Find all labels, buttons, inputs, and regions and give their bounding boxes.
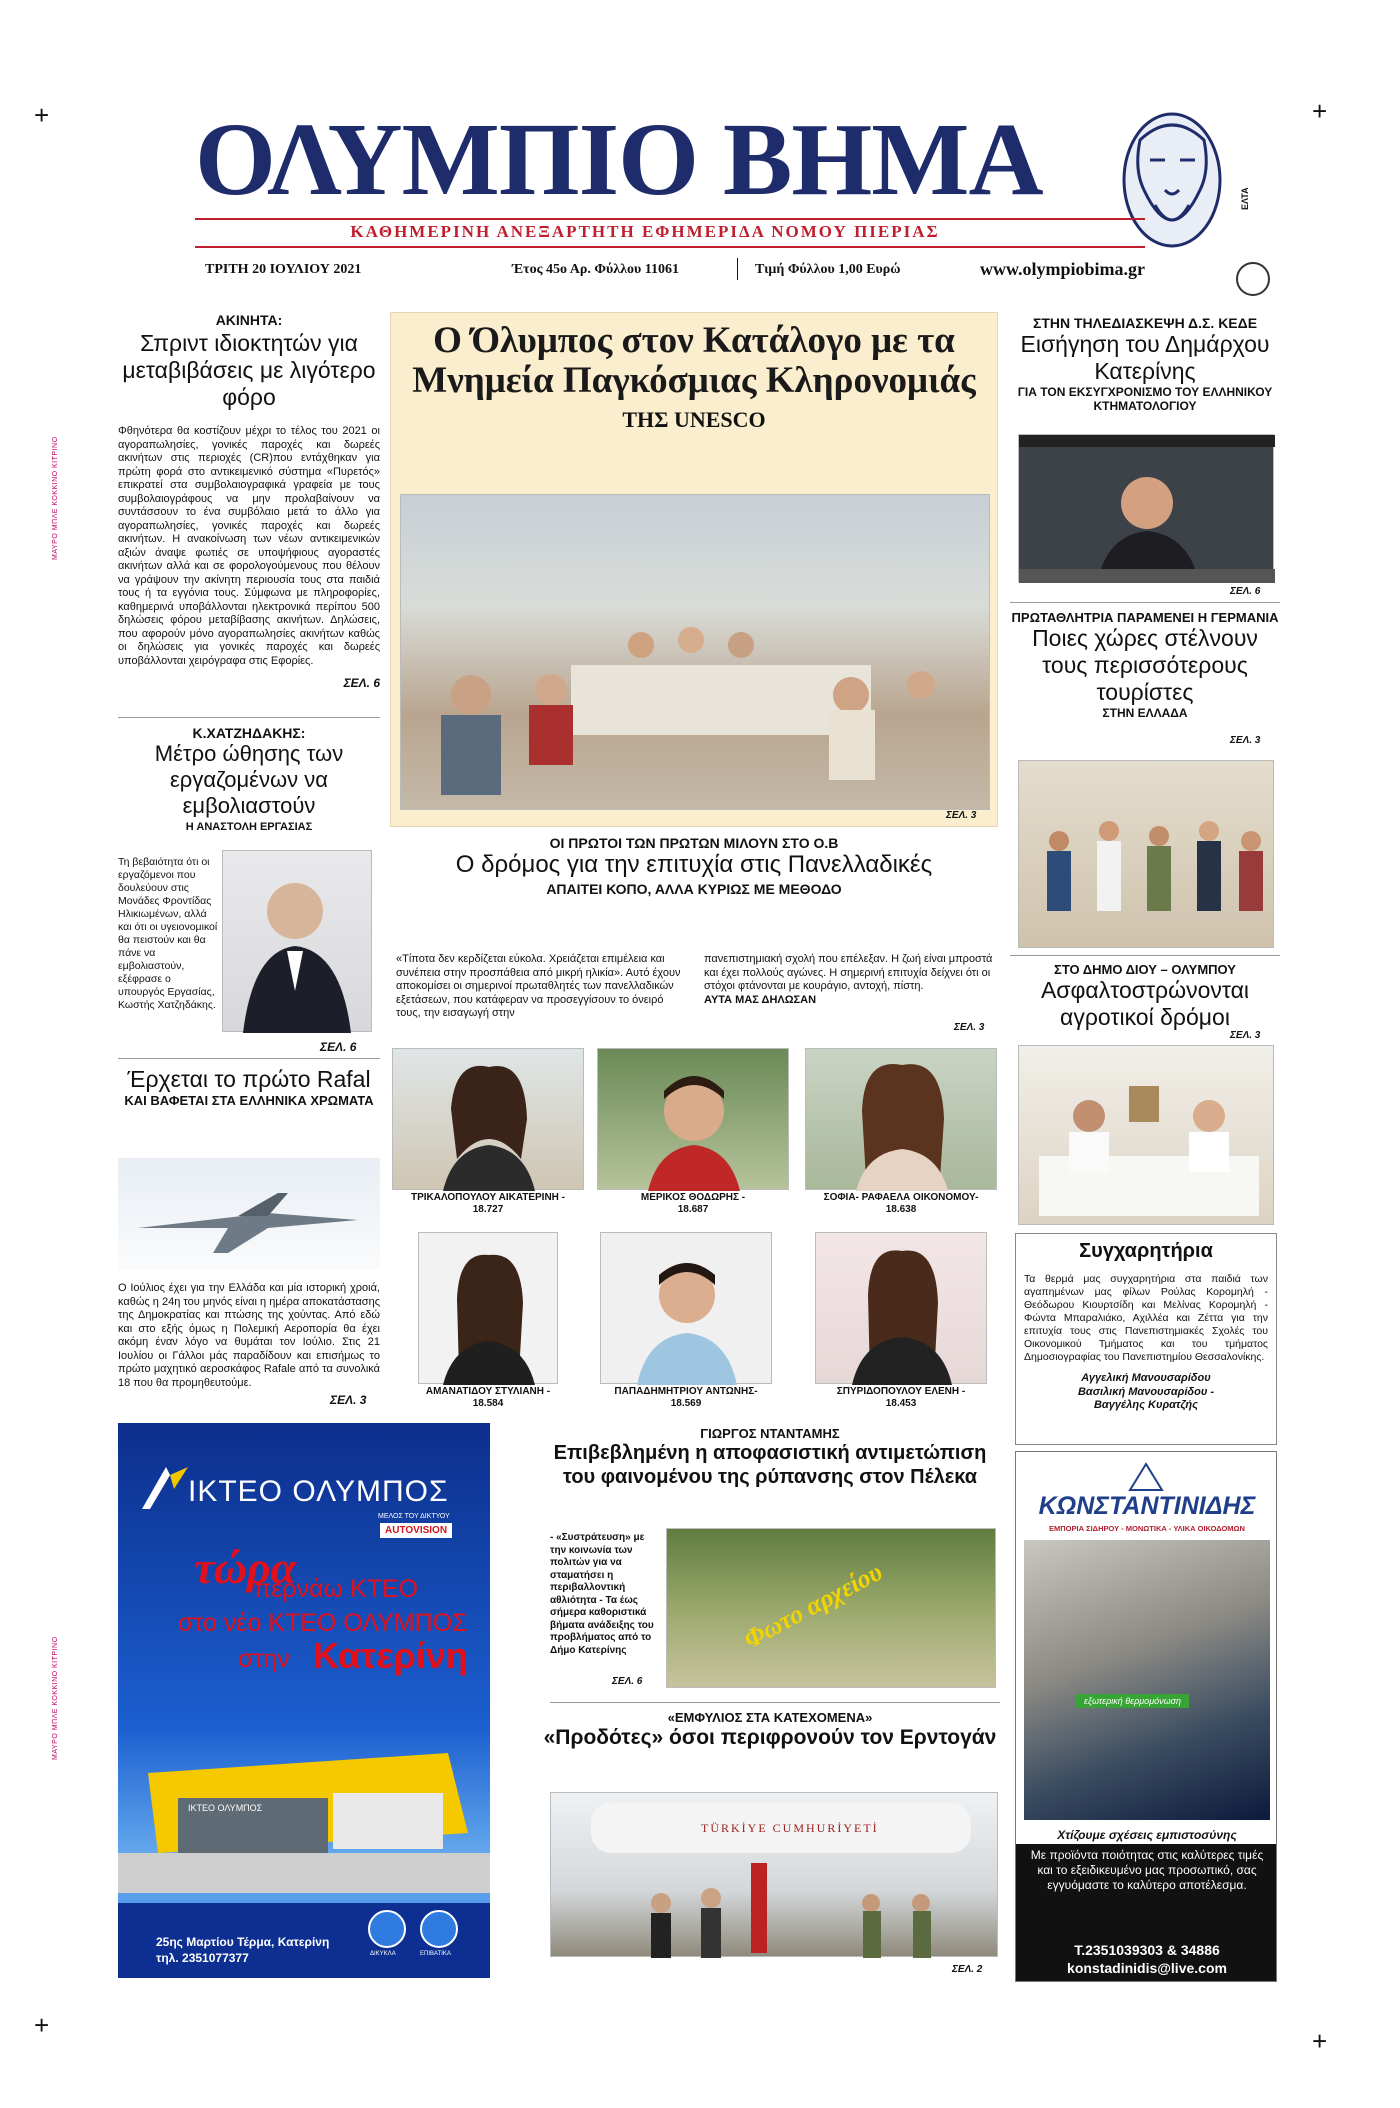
roads-signing-photo [1018, 1045, 1274, 1225]
pelekas-body: - «Συστράτευση» με την κοινωνία των πολιτών για να σταματήσει η περιβαλλοντική αθλιότητα - Τα έως σήμερα καθοριστικά βήματα ανάδειξης του προβλήματος από το Δήμο Κατερίνης [550, 1532, 654, 1656]
student-card [418, 1232, 558, 1410]
hatzidakis-body: Τη βεβαιότητα ότι οι εργαζόμενοι που δουλεύουν στις Μονάδες Φροντίδας Ηλικιωμένων, αλλά και ότι οι υγειονομικοί θα πειστούν και θα πάνε να εμβολιαστούν, εξέφρασε ο υπουργός Εργασίας, Κωστής Χατζηδάκης. [118, 856, 218, 1011]
konstantinidis-ad[interactable] [1015, 1451, 1277, 1982]
crop-mark: + [34, 2010, 50, 2040]
konst-sub: ΕΜΠΟΡΙΑ ΣΙΔΗΡΟΥ - ΜΟΝΩΤΙΚΑ - ΥΛΙΚΑ ΟΙΚΟΔΟΜΩΝ [1049, 1524, 1245, 1533]
congrats-sig2: Βασιλική Μανουσαρίδου - [1077, 1385, 1215, 1398]
car-icon [420, 1910, 458, 1948]
student-score: 18.638 [885, 1204, 917, 1215]
konst-email[interactable]: konstadinidis@live.com [1067, 1960, 1227, 1976]
kicker: ΣΤΟ ΔΗΜΟ ΔΙΟΥ – ΟΛΥΜΠΟΥ [1054, 962, 1236, 977]
erdogan-story [540, 1710, 1000, 1750]
masthead-tagline: ΚΑΘΗΜΕΡΙΝΗ ΑΝΕΞΑΡΤΗΤΗ ΕΦΗΜΕΡΙΔΑ ΝΟΜΟΥ ΠΙΕΡΙΑΣ [350, 222, 940, 241]
right-article-roads [1010, 962, 1280, 1031]
student-score: 18.569 [670, 1398, 702, 1409]
motorcycle-icon [368, 1910, 406, 1948]
exams-col2: πανεπιστημιακή σχολή που επέλεξαν. Η ζωή είναι μπροστά και έχει πολλούς αγώνες. Η σημερινή επιτυχία δείχνει ότι οι στόχοι φτάνονται με κουράγιο, αντοχή, πίστη. [704, 953, 993, 992]
kicker: ΑΚΙΝΗΤΑ: [215, 312, 283, 328]
page-ref: ΣΕΛ. 3 [330, 1393, 367, 1407]
hatzidakis-photo [222, 850, 372, 1032]
kteo-icon2-label: ΕΠΙΒΑΤΙΚΑ [420, 1951, 451, 1957]
kicker: ΓΙΩΡΓΟΣ ΝΤΑΝΤΑΜΗΣ [700, 1426, 840, 1441]
color-strip-top: ΜΑΥΡΟ ΜΠΛΕ ΚΟΚΚΙΝΟ ΚΙΤΡΙΝΟ [52, 436, 59, 560]
erdogan-photo [550, 1792, 998, 1957]
headline[interactable]: Ποιες χώρες στέλνουν τους περισσότερους τουρίστες [1032, 625, 1258, 705]
rafale-body: Ο Ιούλιος έχει για την Ελλάδα και μία ιστορική χροιά, καθώς η 24η του μηνός είναι η ημέρα αποκατάστασης της Δημοκρατίας και πτώσης της χούντας. Από εδώ και στο εξής όμως η Πολεμική Αεροπορία θα έχει ακόμη έναν λόγο να θυμάται τον Ιούλιο. Στις 21 Ιουλίου οι Γάλλοι μάς παραδίδουν και επισήμως το πρώτο μαχητικό αεροσκάφος Rafale από τα συνολικά 18 που θα προμηθευτούμε. [118, 1282, 380, 1389]
crop-mark: + [1312, 96, 1328, 126]
headline[interactable]: Ο δρόμος για την επιτυχία στις Πανελλαδικές [455, 851, 933, 878]
page-ref: ΣΕΛ. 6 [320, 1040, 357, 1054]
headline[interactable]: Έρχεται το πρώτο Rafal [127, 1066, 371, 1092]
kteo-line1: περνάω ΚΤΕΟ [254, 1575, 419, 1603]
subhead: ΣΤΗΝ ΕΛΛΑΔΑ [1102, 706, 1188, 720]
student-card [597, 1048, 789, 1216]
body-text: Φθηνότερα θα κοστίζουν μέχρι το τέλος του 2021 οι αγοραπωλησίες, γονικές παροχές και δωρεές ακινήτων στις περιοχές (CR)που εντάχθηκαν για πρώτη φορά στο αντικειμενικό σύστημα «Πυρετός» επικρατεί στα συμβολαιογραφικά γραφεία με τους συμβολαιογράφους να μην προλαβαίνουν να συντάσσουν το ένα συμβόλαιο μετά το άλλο για αγοραπωλησίες, γονικές παροχές και δωρεές ακινήτων. Η ανακοίνωση των νέων αντικειμενικών αξιών άναψε φωτιές σε υποψήφιους αγοραστές ακινήτων αλλά και σε φορολογούμενους που θέλουν να γράψουν την ακίνητη περιουσία τους στα παιδιά τους ή τα εγγόνια τους. Σύμφωνα με πληροφορίες, καθημερινά υποβάλλονται ηλεκτρονικά περίπου 500 δηλώσεις φόρου μεταβίβασης ακινήτων. Δηλώσεις, που αφορούν μόνο αγοραπωλησίες ακινήτων καθώς οι δηλώσεις για γονικές παροχές και δωρεές υποβάλλονται χειρόγραφα στις Εφορίες. [118, 425, 380, 667]
page-ref: ΣΕΛ. 6 [1230, 586, 1261, 597]
congrats-box [1015, 1233, 1277, 1445]
rafale-photo [118, 1158, 380, 1270]
lead-subhead: ΤΗΣ UNESCO [622, 407, 766, 432]
subhead: Η ΑΝΑΣΤΟΛΗ ΕΡΓΑΣΙΑΣ [185, 821, 313, 833]
congrats-body: Τα θερμά μας συγχαρητήρια στα παιδιά των αγαπημένων μας φίλων Ρούλας Κορομηλή - Θεόδωρου Κιουρτσίδη και Μελίνας Κορομηλή - Φώντα Μπαραλιάκο, Αχιλλέα και Ζέττα για την επιτυχία τους στις Πανεπιστημιακές Σχολές του Οικονομικού Τμήματος και του τμήματος Δημοσιογραφίας του Πανεπιστημίου Θεσσαλονίκης. [1024, 1273, 1268, 1363]
kicker: «ΕΜΦΥΛΙΟΣ ΣΤΑ ΚΑΤΕΧΟΜΕΝΑ» [667, 1710, 873, 1725]
color-strip-bottom: ΜΑΥΡΟ ΜΠΛΕ ΚΟΚΚΙΝΟ ΚΙΤΡΙΝΟ [52, 1636, 59, 1760]
page-ref: ΣΕΛ. 3 [946, 810, 977, 821]
exams-col2-end: ΑΥΤΑ ΜΑΣ ΔΗΛΩΣΑΝ [704, 993, 817, 1006]
congrats-sig1: Αγγελική Μανουσαρίδου [1081, 1372, 1211, 1384]
divider [1010, 955, 1280, 956]
headline[interactable]: Εισήγηση του Δημάρχου Κατερίνης [1020, 331, 1270, 384]
page-ref: ΣΕΛ. 3 [1230, 735, 1261, 746]
divider [1010, 602, 1280, 603]
date-sep [737, 258, 738, 280]
student-photo [600, 1232, 772, 1384]
student-score: 18.727 [472, 1204, 504, 1215]
left-article-rafale [118, 1066, 380, 1108]
tagline-rule-bottom [195, 246, 1145, 248]
subhead: ΓΙΑ ΤΟΝ ΕΚΣΥΓΧΡΟΝΙΣΜΟ ΤΟΥ ΕΛΛΗΝΙΚΟΥ ΚΤΗΜΑΤΟΛΟΓΙΟΥ [1017, 385, 1273, 413]
konst-badge: εξωτερική θερμομόνωση [1076, 1694, 1189, 1708]
issue-date: ΤΡΙΤΗ 20 ΙΟΥΛΙΟΥ 2021 [205, 262, 362, 277]
exams-story [390, 835, 998, 897]
unesco-meeting-photo [400, 494, 990, 810]
student-photo [805, 1048, 997, 1190]
kteo-line3: στην [238, 1645, 290, 1673]
konst-photos [1024, 1540, 1270, 1820]
congrats-title: Συγχαρητήρια [1079, 1240, 1213, 1262]
kteo-address: 25ης Μαρτίου Τέρμα, Κατερίνη [156, 1935, 330, 1949]
student-score: 18.453 [885, 1398, 917, 1409]
page-ref: ΣΕΛ. 6 [612, 1676, 643, 1687]
kteo-icon1-label: ΔΙΚΥΚΛΑ [370, 1951, 396, 1957]
konst-slogan: Χτίζουμε σχέσεις εμπιστοσύνης [1057, 1828, 1237, 1842]
stamp-icon [1236, 262, 1270, 296]
student-photo [392, 1048, 584, 1190]
crop-mark: + [1312, 2026, 1328, 2056]
kteo-phone: τηλ. 2351077377 [156, 1951, 249, 1965]
masthead-title: ΟΛΥΜΠΙΟ ΒΗΜΑ [195, 102, 1043, 217]
student-score: 18.584 [472, 1398, 504, 1409]
headline[interactable]: Ασφαλτοστρώνονται αγροτικοί δρόμοι [1040, 977, 1250, 1030]
right-article-kede [1010, 315, 1280, 413]
konst-brand: ΚΩΝΣΤΑΝΤΙΝΙΔΗΣ [1038, 1492, 1256, 1520]
student-name: ΑΜΑΝΑΤΙΔΟΥ ΣΤΥΛΙΑΝΗ - [425, 1386, 551, 1397]
divider [118, 1058, 380, 1059]
page-ref: ΣΕΛ. 6 [343, 676, 380, 690]
exams-col2-wrap [704, 953, 994, 1007]
kteo-city: Κατερίνη [313, 1635, 468, 1676]
kicker: ΠΡΩΤΑΘΛΗΤΡΙΑ ΠΑΡΑΜΕΝΕΙ Η ΓΕΡΜΑΝΙΑ [1011, 610, 1279, 625]
right-article-tourists [1010, 610, 1280, 720]
kteo-member: ΜΕΛΟΣ ΤΟΥ ΔΙΚΤΥΟΥ [378, 1513, 450, 1520]
subhead: ΑΠΑΙΤΕΙ ΚΟΠΟ, ΑΛΛΑ ΚΥΡΙΩΣ ΜΕ ΜΕΘΟΔΟ [546, 881, 842, 897]
issue-number: Έτος 45ο Αρ. Φύλλου 11061 [512, 262, 679, 277]
kteo-building [118, 1703, 490, 1893]
elta-badge: ΕΛΤΑ [1240, 187, 1250, 210]
photo-watermark: Φωτο αρχείου [738, 1557, 887, 1655]
website-link[interactable]: www.olympiobima.gr [980, 259, 1146, 279]
issue-price: Τιμή Φύλλου 1,00 Ευρώ [755, 262, 901, 277]
student-photo [418, 1232, 558, 1384]
divider [118, 717, 380, 718]
page-ref: ΣΕΛ. 3 [1230, 1030, 1261, 1041]
pelekas-photo [666, 1528, 996, 1688]
kicker: ΣΤΗΝ ΤΗΛΕΔΙΑΣΚΕΨΗ Δ.Σ. ΚΕΔΕ [1032, 315, 1258, 331]
kteo-building-sign: ΙΚΤΕΟ ΟΛΥΜΠΟΣ [188, 1803, 263, 1813]
student-name: ΤΡΙΚΑΛΟΠΟΥΛΟΥ ΑΙΚΑΤΕΡΙΝΗ - [410, 1192, 566, 1203]
left-article-akinita [118, 312, 380, 690]
student-card [600, 1232, 772, 1410]
konst-logo-icon [1126, 1462, 1166, 1492]
student-name: ΣΟΦΙΑ- ΡΑΦΑΕΛΑ ΟΙΚΟΝΟΜΟΥ- [823, 1192, 979, 1203]
tourists-photo [1018, 760, 1274, 948]
exams-col1: «Τίποτα δεν κερδίζεται εύκολα. Χρειάζεται επιμέλεια και συνέπεια στην προσπάθεια από μικρή ηλικία». Αυτό έχουν αποκομίσει οι σημερινοί πρωταθλητές των πανελλαδικών εξετάσεων, που κατάφεραν να προσεγγίσουν το όνειρό τους, την εισαγωγή στην [396, 953, 681, 1019]
kteo-network-badge: AUTOVISION [380, 1523, 452, 1538]
divider [550, 1702, 1000, 1703]
konst-phone: Τ.2351039303 & 34886 [1074, 1942, 1220, 1958]
kteo-brand: ΙΚΤΕΟ ΟΛΥΜΠΟΣ [188, 1475, 449, 1508]
left-article-hatzidakis [118, 725, 380, 833]
student-card [815, 1232, 987, 1410]
page-ref: ΣΕΛ. 3 [954, 1022, 985, 1033]
masthead-logo [1110, 100, 1235, 260]
student-name: ΜΕΡΙΚΟΣ ΘΟΔΩΡΗΣ - [640, 1192, 746, 1203]
subhead: ΚΑΙ ΒΑΦΕΤΑΙ ΣΤΑ ΕΛΛΗΝΙΚΑ ΧΡΩΜΑΤΑ [124, 1093, 374, 1108]
pelekas-story [540, 1426, 1000, 1489]
headline[interactable]: Σπριντ ιδιοκτητών για μεταβιβάσεις με λιγότερο φόρο [122, 330, 376, 410]
crop-mark: + [34, 100, 50, 130]
kicker: ΟΙ ΠΡΩΤΟΙ ΤΩΝ ΠΡΩΤΩΝ ΜΙΛΟΥΝ ΣΤΟ Ο.Β [549, 835, 839, 851]
tagline-rule-top [195, 218, 1145, 220]
kteo-ad[interactable] [118, 1423, 490, 1978]
headline[interactable]: «Προδότες» όσοι περιφρονούν τον Ερντογάν [543, 1726, 997, 1749]
student-photo [597, 1048, 789, 1190]
kteo-logo-icon [140, 1465, 190, 1511]
konst-text: Με προϊόντα ποιότητας στις καλύτερες τιμές και το εξειδικευμένο μας προσωπικό, σας εγγυόμαστε το καλύτερο αποτέλεσμα. [1030, 1848, 1264, 1892]
kteo-line2: στο νέο ΚΤΕΟ ΟΛΥΜΠΟΣ [178, 1609, 468, 1637]
student-score: 18.687 [677, 1204, 709, 1215]
lead-headline[interactable]: Ο Όλυμπος στον Κατάλογο με τα Μνημεία Παγκόσμιας Κληρονομιάς [412, 320, 976, 401]
plane-text: TÜRKİYE CUMHURİYETİ [701, 1821, 879, 1835]
student-name: ΣΠΥΡΙΔΟΠΟΥΛΟΥ ΕΛΕΝΗ - [836, 1386, 966, 1397]
headline[interactable]: Επιβεβλημένη η αποφασιστική αντιμετώπιση του φαινομένου της ρύπανσης στον Πέλεκα [553, 1442, 987, 1488]
kicker: Κ.ΧΑΤΖΗΔΑΚΗΣ: [192, 725, 306, 741]
student-name: ΠΑΠΑΔΗΜΗΤΡΙΟΥ ΑΝΤΩΝΗΣ- [614, 1386, 758, 1397]
videoconf-photo [1018, 434, 1274, 582]
kteo-tora: τώρα [194, 1542, 297, 1593]
student-photo [815, 1232, 987, 1384]
congrats-sig3: Βαγγέλης Κυρατζής [1093, 1399, 1198, 1411]
student-card [392, 1048, 584, 1216]
page-ref: ΣΕΛ. 2 [952, 1964, 983, 1975]
student-card [805, 1048, 997, 1216]
headline[interactable]: Μέτρο ώθησης των εργαζομένων να εμβολιαστούν [154, 741, 344, 818]
